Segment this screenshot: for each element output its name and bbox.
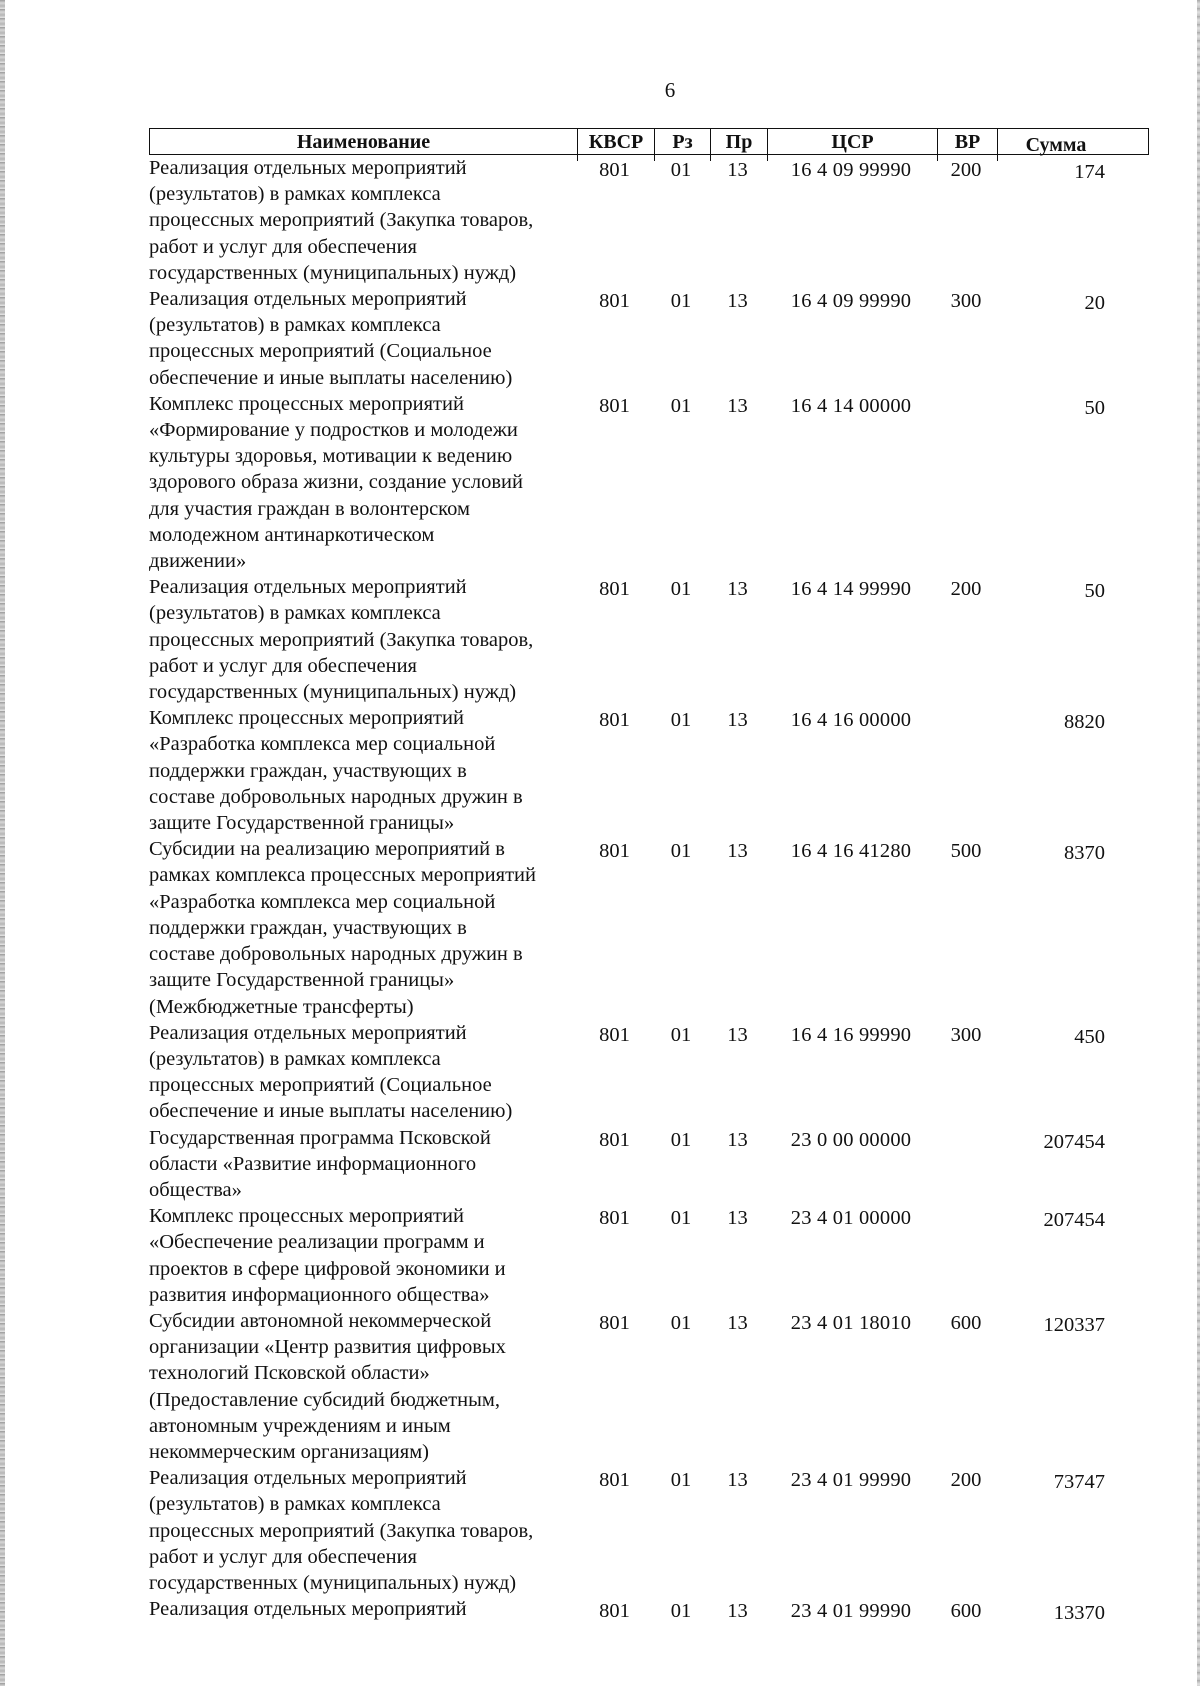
table-row xyxy=(149,1308,1149,1465)
page-number: 6 xyxy=(664,78,676,102)
row-rz: 01 xyxy=(670,1600,692,1623)
row-csr: 23 4 01 99990 xyxy=(790,1600,912,1623)
row-pr: 13 xyxy=(727,840,748,863)
row-kvsr: 801 xyxy=(599,840,630,863)
row-sum: 120337 xyxy=(1043,1313,1105,1336)
row-pr: 13 xyxy=(727,578,748,601)
row-sum: 174 xyxy=(1074,161,1105,183)
row-sum: 8820 xyxy=(1064,711,1105,734)
row-rz: 01 xyxy=(670,578,692,601)
row-name: Реализация отдельных мероприятий xyxy=(149,1598,467,1621)
row-rz: 01 xyxy=(670,1207,692,1230)
row-pr: 13 xyxy=(727,1128,748,1151)
row-sum: 50 xyxy=(1084,580,1105,603)
row-rz: 01 xyxy=(670,709,692,732)
row-name: Реализация отдельных мероприятий (результатов) в рамках комплекса процессных мероприятий (Закупка товаров, работ и услуг для обеспечения государственных (муниципальных) нужд) xyxy=(149,157,534,284)
row-name: Реализация отдельных мероприятий (результатов) в рамках комплекса процессных мероприятий (Закупка товаров, работ и услуг для обеспечения государственных (муниципальных) нужд) xyxy=(149,576,534,704)
row-vr: 500 xyxy=(950,840,982,863)
scan-edge-left xyxy=(0,0,5,1686)
header-vr: ВР xyxy=(937,129,997,161)
row-pr: 13 xyxy=(727,1207,748,1230)
table-row xyxy=(149,155,1149,286)
row-rz: 01 xyxy=(670,1469,692,1492)
row-name: Государственная программа Псковской области «Развитие информационного общества» xyxy=(149,1126,491,1201)
row-sum: 207454 xyxy=(1043,1209,1105,1232)
row-rz: 01 xyxy=(670,1311,692,1334)
row-sum: 207454 xyxy=(1043,1130,1105,1153)
table-row xyxy=(149,1596,1149,1626)
table-row xyxy=(149,1125,1149,1204)
row-name: Субсидии автономной некоммерческой организации «Центр развития цифровых технологий Псковской области» (Предоставление субсидий бюджетным, автономным учреждениям и иным некоммерческим организациям) xyxy=(149,1309,506,1463)
row-kvsr: 801 xyxy=(599,578,630,601)
row-csr: 16 4 16 41280 xyxy=(790,840,912,863)
row-name: Субсидии на реализацию мероприятий в рамках комплекса процессных мероприятий «Разработка комплекса мер социальной поддержки граждан, участвующих в составе добровольных народных дружин в защите Государственной границы» (Межбюджетные трансферты) xyxy=(149,838,536,1018)
row-rz: 01 xyxy=(670,159,692,181)
table-header xyxy=(149,128,1149,155)
row-name: Реализация отдельных мероприятий (результатов) в рамках комплекса процессных мероприятий (Закупка товаров, работ и услуг для обеспечения государственных (муниципальных) нужд) xyxy=(149,1467,534,1594)
row-csr: 23 4 01 00000 xyxy=(790,1207,912,1230)
row-csr: 16 4 09 99990 xyxy=(790,159,912,181)
row-csr: 23 0 00 00000 xyxy=(790,1128,912,1151)
table-row xyxy=(149,836,1149,1019)
header-csr: ЦСР xyxy=(767,129,937,161)
row-pr: 13 xyxy=(727,394,748,417)
row-pr: 13 xyxy=(727,709,748,732)
budget-table xyxy=(149,128,1149,1626)
table-body xyxy=(149,155,1149,1626)
row-vr xyxy=(936,705,996,836)
row-csr: 16 4 16 00000 xyxy=(790,709,912,732)
row-csr: 23 4 01 99990 xyxy=(790,1469,912,1492)
row-rz: 01 xyxy=(670,840,692,863)
row-sum: 20 xyxy=(1084,292,1105,315)
row-kvsr: 801 xyxy=(599,1469,630,1492)
row-name: Комплекс процессных мероприятий «Разработка комплекса мер социальной поддержки граждан, участвующих в составе добровольных народных дружин в защите Государственной границы» xyxy=(149,707,523,835)
row-csr: 23 4 01 18010 xyxy=(790,1311,912,1334)
row-kvsr: 801 xyxy=(599,1207,630,1230)
row-vr: 300 xyxy=(950,1023,982,1046)
table-row xyxy=(149,1203,1149,1308)
row-sum: 73747 xyxy=(1053,1471,1105,1494)
row-sum: 450 xyxy=(1074,1025,1105,1048)
row-kvsr: 801 xyxy=(599,290,630,313)
row-sum: 50 xyxy=(1084,396,1105,419)
row-rz: 01 xyxy=(670,290,692,313)
row-csr: 16 4 14 99990 xyxy=(790,578,912,601)
table-row xyxy=(149,705,1149,836)
row-pr: 13 xyxy=(727,1023,748,1046)
table-row xyxy=(149,391,1149,574)
row-kvsr: 801 xyxy=(599,709,630,732)
table-row xyxy=(149,1465,1149,1596)
table-row xyxy=(149,1020,1149,1125)
row-rz: 01 xyxy=(670,394,692,417)
row-pr: 13 xyxy=(727,1469,748,1492)
row-vr: 600 xyxy=(950,1600,982,1623)
row-name: Реализация отдельных мероприятий (результатов) в рамках комплекса процессных мероприятий (Социальное обеспечение и иные выплаты населению) xyxy=(149,288,513,389)
row-vr: 600 xyxy=(950,1311,982,1334)
row-csr: 16 4 14 00000 xyxy=(790,394,912,417)
row-name: Комплекс процессных мероприятий «Формирование у подростков и молодежи культуры здоровья, мотивации к ведению здорового образа жизни, создание условий для участия граждан в волонтерском молодежном антинаркотическом движении» xyxy=(149,392,523,573)
row-pr: 13 xyxy=(727,159,748,181)
row-sum: 8370 xyxy=(1064,842,1105,865)
row-kvsr: 801 xyxy=(599,159,630,181)
row-name: Реализация отдельных мероприятий (результатов) в рамках комплекса процессных мероприятий (Социальное обеспечение и иные выплаты населению) xyxy=(149,1021,513,1123)
row-sum: 13370 xyxy=(1053,1602,1105,1625)
row-vr: 300 xyxy=(950,290,982,313)
header-sum: Сумма xyxy=(997,129,1114,161)
row-pr: 13 xyxy=(727,1600,748,1623)
row-kvsr: 801 xyxy=(599,1128,630,1151)
row-vr: 200 xyxy=(950,578,982,601)
row-kvsr: 801 xyxy=(599,1311,630,1334)
header-pr: Пр xyxy=(710,129,767,161)
row-csr: 16 4 16 99990 xyxy=(790,1023,912,1046)
row-name: Комплекс процессных мероприятий «Обеспечение реализации программ и проектов в сфере цифровой экономики и развития информационного общества» xyxy=(149,1205,506,1306)
row-pr: 13 xyxy=(727,1311,748,1334)
row-rz: 01 xyxy=(670,1023,692,1046)
table-row xyxy=(149,574,1149,705)
row-kvsr: 801 xyxy=(599,394,630,417)
row-vr: 200 xyxy=(950,159,982,181)
row-pr: 13 xyxy=(727,290,748,313)
row-vr xyxy=(936,391,996,574)
row-vr xyxy=(936,1203,996,1308)
row-rz: 01 xyxy=(670,1128,692,1151)
row-vr xyxy=(936,1125,996,1204)
row-vr: 200 xyxy=(950,1469,982,1492)
row-csr: 16 4 09 99990 xyxy=(790,290,912,313)
header-rz: Рз xyxy=(654,129,710,161)
table-row xyxy=(149,286,1149,391)
row-kvsr: 801 xyxy=(599,1600,630,1623)
row-kvsr: 801 xyxy=(599,1023,630,1046)
header-name: Наименование xyxy=(296,131,431,153)
header-kvsr: КВСР xyxy=(577,129,654,161)
